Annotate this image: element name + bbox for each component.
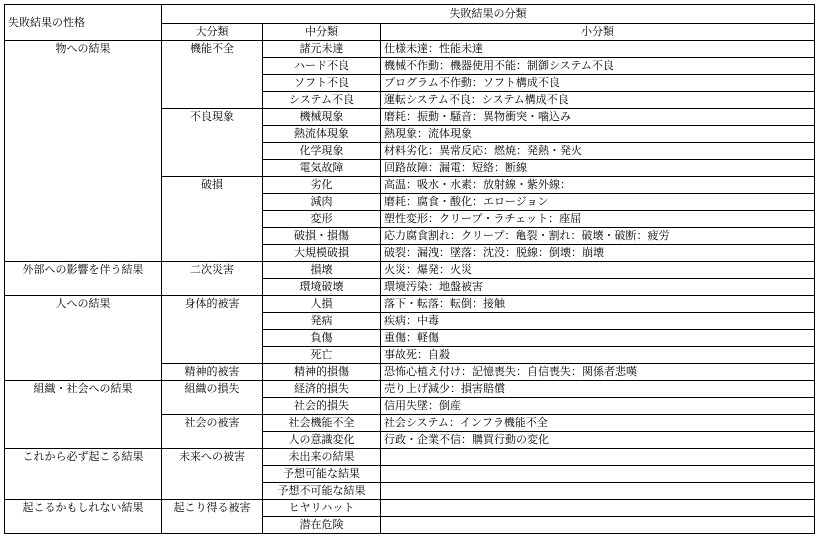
major-category-cell: 未来への被害 [162, 449, 263, 500]
minor-category-cell: 回路故障：漏電：短絡：断線 [381, 160, 815, 177]
middle-category-cell: 化学現象 [263, 143, 381, 160]
nature-cell: 外部への影響を伴う結果 [5, 262, 162, 296]
nature-cell: 組織・社会への結果 [5, 381, 162, 449]
table-row [5, 500, 815, 517]
nature-cell: 物への結果 [5, 41, 162, 262]
minor-category-cell [381, 466, 815, 483]
header-middle: 中分類 [263, 24, 381, 41]
minor-category-cell: 仕様未達：性能未達 [381, 41, 815, 58]
middle-category-cell: ハード不良 [263, 58, 381, 75]
major-category-cell: 起こり得る被害 [162, 500, 263, 534]
middle-category-cell: 人損 [263, 296, 381, 313]
minor-category-cell: 磨耗：腐食・酸化：エロージョン [381, 194, 815, 211]
middle-category-cell: 経済的損失 [263, 381, 381, 398]
minor-category-cell: 重傷：軽傷 [381, 330, 815, 347]
nature-cell: 人への結果 [5, 296, 162, 381]
middle-category-cell: 予想不可能な結果 [263, 483, 381, 500]
minor-category-cell: 磨耗：振動・騒音：異物衝突・噛込み [381, 109, 815, 126]
major-category-cell: 二次災害 [162, 262, 263, 296]
major-category-cell: 不良現象 [162, 109, 263, 177]
minor-category-cell: 環境汚染：地盤被害 [381, 279, 815, 296]
minor-category-cell [381, 500, 815, 517]
header-minor: 小分類 [381, 24, 815, 41]
middle-category-cell: 熱流体現象 [263, 126, 381, 143]
middle-category-cell: 予想可能な結果 [263, 466, 381, 483]
minor-category-cell: 落下・転落：転倒：接触 [381, 296, 815, 313]
middle-category-cell: 発病 [263, 313, 381, 330]
table-row [5, 381, 815, 398]
middle-category-cell: 人の意識変化 [263, 432, 381, 449]
nature-cell: 起こるかもしれない結果 [5, 500, 162, 534]
header-nature: 失敗結果の性格 [5, 5, 162, 41]
middle-category-cell: 劣化 [263, 177, 381, 194]
minor-category-cell: 機械不作動：機器使用不能：制御システム不良 [381, 58, 815, 75]
header-classification: 失敗結果の分類 [162, 5, 815, 24]
middle-category-cell: 負傷 [263, 330, 381, 347]
minor-category-cell [381, 517, 815, 534]
middle-category-cell: 環境破壊 [263, 279, 381, 296]
middle-category-cell: 減肉 [263, 194, 381, 211]
middle-category-cell: 損壊 [263, 262, 381, 279]
major-category-cell: 精神的被害 [162, 364, 263, 381]
major-category-cell: 機能不全 [162, 41, 263, 109]
middle-category-cell: ヒヤリハット [263, 500, 381, 517]
minor-category-cell: 運転システム不良：システム構成不良 [381, 92, 815, 109]
middle-category-cell: 変形 [263, 211, 381, 228]
minor-category-cell: 疾病：中毒 [381, 313, 815, 330]
minor-category-cell: 応力腐食割れ：クリープ：亀裂・割れ：破壊・破断：疲労 [381, 228, 815, 245]
minor-category-cell: 火災：爆発：火災 [381, 262, 815, 279]
middle-category-cell: 電気故障 [263, 160, 381, 177]
table-row [5, 296, 815, 313]
minor-category-cell: 行政・企業不信：購買行動の変化 [381, 432, 815, 449]
minor-category-cell: 高温：吸水・水素：放射線・紫外線： [381, 177, 815, 194]
table-row [5, 41, 815, 58]
table-body [5, 41, 815, 534]
table-row [5, 262, 815, 279]
major-category-cell: 組織の損失 [162, 381, 263, 415]
minor-category-cell: 売り上げ減少：損害賠償 [381, 381, 815, 398]
middle-category-cell: ソフト不良 [263, 75, 381, 92]
minor-category-cell: 材料劣化：異常反応：燃焼：発熱・発火 [381, 143, 815, 160]
minor-category-cell: 事故死：自殺 [381, 347, 815, 364]
middle-category-cell: 社会的損失 [263, 398, 381, 415]
middle-category-cell: 機械現象 [263, 109, 381, 126]
minor-category-cell: プログラム不作動：ソフト構成不良 [381, 75, 815, 92]
header-major: 大分類 [162, 24, 263, 41]
middle-category-cell: 社会機能不全 [263, 415, 381, 432]
major-category-cell: 破損 [162, 177, 263, 262]
minor-category-cell: 信用失墜：倒産 [381, 398, 815, 415]
minor-category-cell: 熱現象：流体現象 [381, 126, 815, 143]
minor-category-cell: 恐怖心植え付け：記憶喪失：自信喪失：関係者悲嘆 [381, 364, 815, 381]
middle-category-cell: 破損・損傷 [263, 228, 381, 245]
minor-category-cell: 社会システム：インフラ機能不全 [381, 415, 815, 432]
table-row [5, 449, 815, 466]
middle-category-cell: 死亡 [263, 347, 381, 364]
minor-category-cell: 塑性変形：クリープ・ラチェット：座屈 [381, 211, 815, 228]
middle-category-cell: 精神的損傷 [263, 364, 381, 381]
middle-category-cell: システム不良 [263, 92, 381, 109]
middle-category-cell: 潜在危険 [263, 517, 381, 534]
major-category-cell: 社会の被害 [162, 415, 263, 449]
nature-cell: これから必ず起こる結果 [5, 449, 162, 500]
minor-category-cell: 破裂：漏洩：墜落：沈没：脱線：倒壊：崩壊 [381, 245, 815, 262]
failure-classification-table [4, 4, 815, 534]
minor-category-cell [381, 483, 815, 500]
minor-category-cell [381, 449, 815, 466]
middle-category-cell: 未出来の結果 [263, 449, 381, 466]
middle-category-cell: 大規模破損 [263, 245, 381, 262]
major-category-cell: 身体的被害 [162, 296, 263, 364]
middle-category-cell: 諸元未達 [263, 41, 381, 58]
